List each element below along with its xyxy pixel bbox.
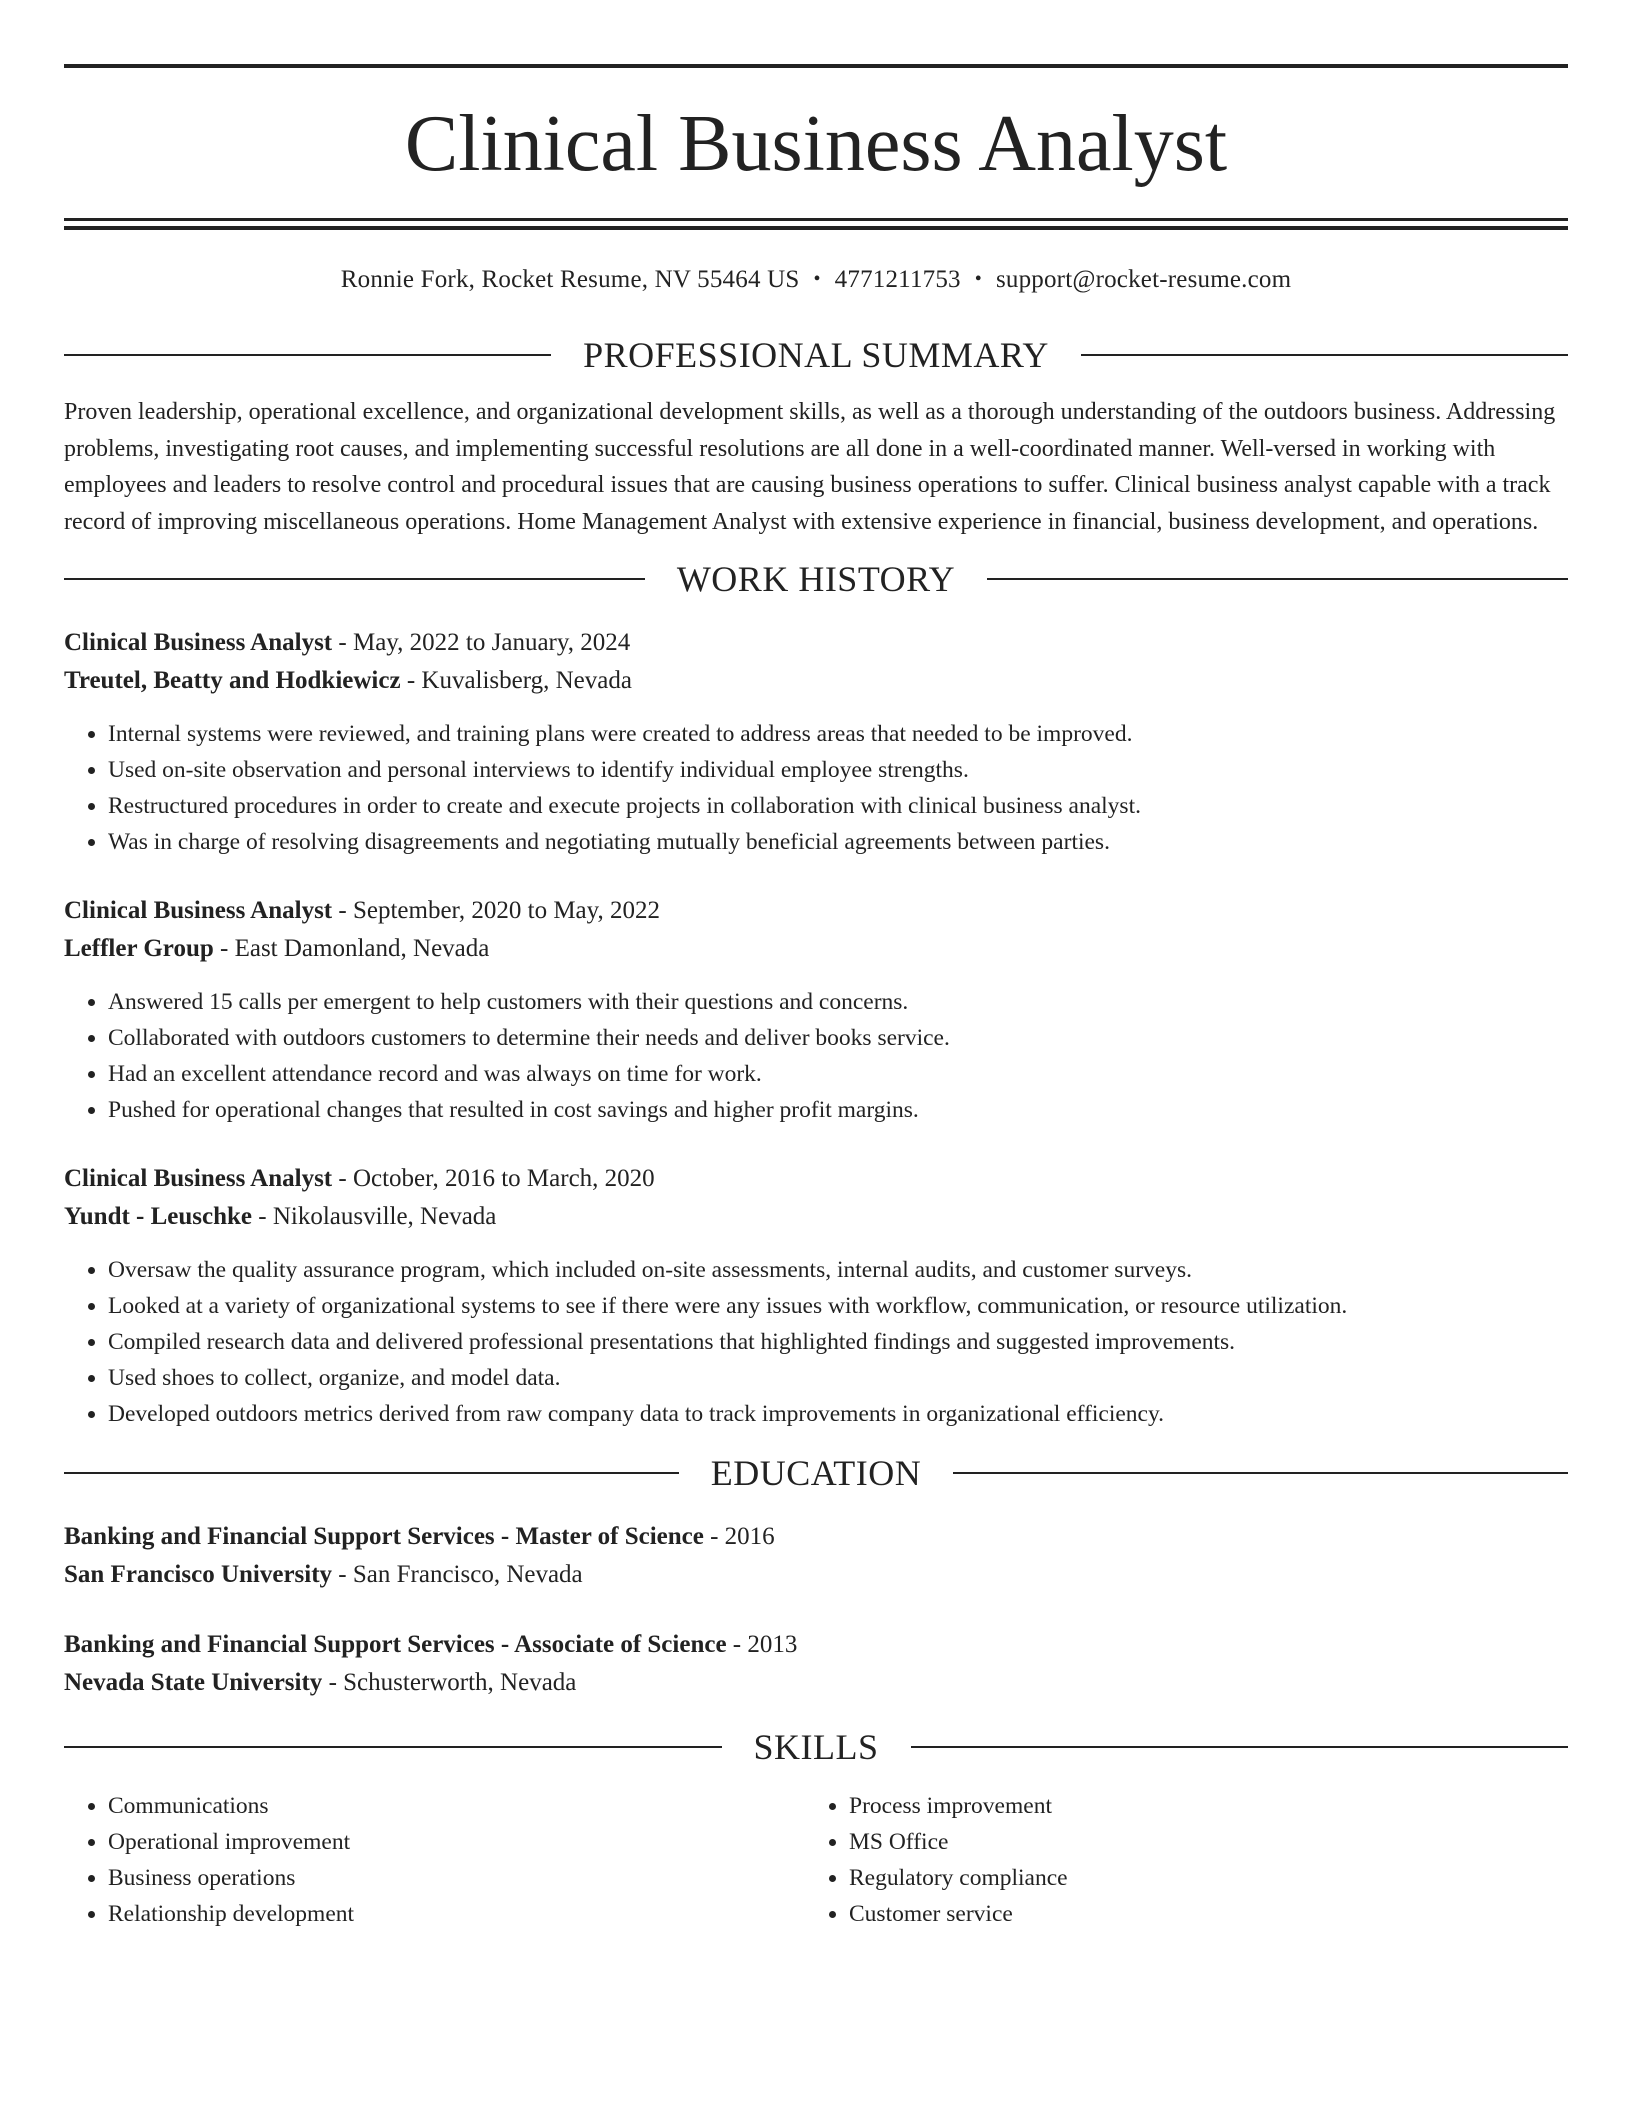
skills-columns — [64, 1788, 1568, 1932]
list-item: • Used shoes to collect, organize, and model data. — [108, 1360, 1568, 1396]
job-title-line — [64, 892, 1568, 930]
contact-email: support@rocket-resume.com — [995, 266, 1292, 293]
degree-name: Banking and Financial Support Services - Associate of Science — [64, 1631, 727, 1658]
school-location: - Schusterworth, Nevada — [322, 1669, 577, 1696]
section-title: WORK HISTORY — [676, 559, 956, 599]
job-entry — [64, 1160, 1568, 1432]
list-item: • Compiled research data and delivered professional presentations that highlighted findings and suggested improvements. — [108, 1324, 1568, 1360]
job-entry — [64, 624, 1568, 860]
divider-line — [64, 578, 645, 580]
contact-phone: 4771211753 — [834, 266, 961, 293]
school-line — [64, 1556, 1568, 1594]
contact-separator: • — [974, 268, 982, 290]
job-company-line — [64, 930, 1568, 968]
section-header-summary — [64, 334, 1568, 376]
list-item: • Answered 15 calls per emergent to help customers with their questions and concerns. — [108, 984, 1568, 1020]
job-bullets — [64, 984, 1568, 1128]
job-title-line — [64, 1160, 1568, 1198]
job-role: Clinical Business Analyst — [64, 1165, 333, 1192]
list-item: • Internal systems were reviewed, and training plans were created to address areas that needed to be improved. — [108, 716, 1568, 752]
job-title-line — [64, 624, 1568, 662]
list-item: • Collaborated with outdoors customers to determine their needs and deliver books service. — [108, 1020, 1568, 1056]
section-title: SKILLS — [753, 1727, 879, 1767]
list-item: • Looked at a variety of organizational systems to see if there were any issues with workflow, communication, or resource utilization. — [108, 1288, 1568, 1324]
degree-name: Banking and Financial Support Services - Master of Science — [64, 1523, 704, 1550]
list-item: • Customer service — [849, 1896, 1546, 1932]
education-entry — [64, 1518, 1568, 1594]
degree-year: - 2013 — [726, 1631, 798, 1658]
job-company: Leffler Group — [64, 935, 214, 962]
summary-text: Proven leadership, operational excellence, and organizational development skills, as well as a thorough understanding of the outdoors business. Addressing problems, investigating root causes, and implementing successful resolutions are all done in a well-coordinated manner. Well-versed in working with employees and leaders to resolve control and procedural issues that are causing business operations to suffer. Clinical business analyst capable with a track record of improving miscellaneous operations. Home Management Analyst with extensive experience in financial, business development, and operations. — [64, 399, 1556, 535]
list-item: • Was in charge of resolving disagreements and negotiating mutually beneficial agreements between parties. — [108, 824, 1568, 860]
job-location: - Nikolausville, Nevada — [252, 1203, 497, 1230]
job-location: - Kuvalisberg, Nevada — [400, 667, 632, 694]
list-item: • Process improvement — [849, 1788, 1546, 1824]
divider-line — [64, 1746, 722, 1748]
divider-line — [911, 1746, 1569, 1748]
job-role: Clinical Business Analyst — [64, 629, 333, 656]
job-company-line — [64, 1198, 1568, 1236]
resume-title: Clinical Business Analyst — [404, 100, 1228, 188]
job-dates: - September, 2020 to May, 2022 — [332, 897, 661, 924]
section-header-education — [64, 1452, 1568, 1494]
divider-line — [987, 578, 1568, 580]
list-item: • Business operations — [108, 1860, 805, 1896]
skills-list-left — [64, 1788, 805, 1932]
contact-line — [64, 266, 1568, 294]
list-item: • Oversaw the quality assurance program, which included on-site assessments, internal audits, and customer surveys. — [108, 1252, 1568, 1288]
skills-list-right — [805, 1788, 1546, 1932]
section-header-work-history — [64, 558, 1568, 600]
title-double-rule — [64, 218, 1568, 230]
divider-line — [953, 1472, 1568, 1474]
job-entry — [64, 892, 1568, 1128]
degree-line — [64, 1518, 1568, 1556]
divider-line — [64, 1472, 679, 1474]
list-item: • Pushed for operational changes that resulted in cost savings and higher profit margins. — [108, 1092, 1568, 1128]
divider-line — [64, 354, 551, 356]
job-company: Treutel, Beatty and Hodkiewicz — [64, 667, 401, 694]
list-item: • Used on-site observation and personal interviews to identify individual employee strengths. — [108, 752, 1568, 788]
list-item: • Communications — [108, 1788, 805, 1824]
section-header-skills — [64, 1726, 1568, 1768]
list-item: • MS Office — [849, 1824, 1546, 1860]
top-rule — [64, 64, 1568, 68]
job-company-line — [64, 662, 1568, 700]
list-item: • Developed outdoors metrics derived from raw company data to track improvements in organizational efficiency. — [108, 1396, 1568, 1432]
job-dates: - May, 2022 to January, 2024 — [332, 629, 631, 656]
school-name: San Francisco University — [64, 1561, 333, 1588]
contact-separator: • — [813, 268, 821, 290]
list-item: • Regulatory compliance — [849, 1860, 1546, 1896]
job-bullets — [64, 716, 1568, 860]
list-item: • Relationship development — [108, 1896, 805, 1932]
school-line — [64, 1664, 1568, 1702]
section-title: PROFESSIONAL SUMMARY — [583, 335, 1049, 375]
divider-line — [1081, 354, 1568, 356]
section-title: EDUCATION — [710, 1453, 922, 1493]
job-location: - East Damonland, Nevada — [213, 935, 490, 962]
degree-line — [64, 1626, 1568, 1664]
list-item: • Operational improvement — [108, 1824, 805, 1860]
degree-year: - 2016 — [703, 1523, 775, 1550]
list-item: • Restructured procedures in order to create and execute projects in collaboration with clinical business analyst. — [108, 788, 1568, 824]
education-entry — [64, 1626, 1568, 1702]
job-dates: - October, 2016 to March, 2020 — [332, 1165, 655, 1192]
list-item: • Had an excellent attendance record and was always on time for work. — [108, 1056, 1568, 1092]
job-bullets — [64, 1252, 1568, 1432]
school-location: - San Francisco, Nevada — [332, 1561, 583, 1588]
job-role: Clinical Business Analyst — [64, 897, 333, 924]
contact-address: Ronnie Fork, Rocket Resume, NV 55464 US — [340, 266, 800, 293]
job-company: Yundt - Leuschke — [64, 1203, 253, 1230]
school-name: Nevada State University — [64, 1669, 323, 1696]
